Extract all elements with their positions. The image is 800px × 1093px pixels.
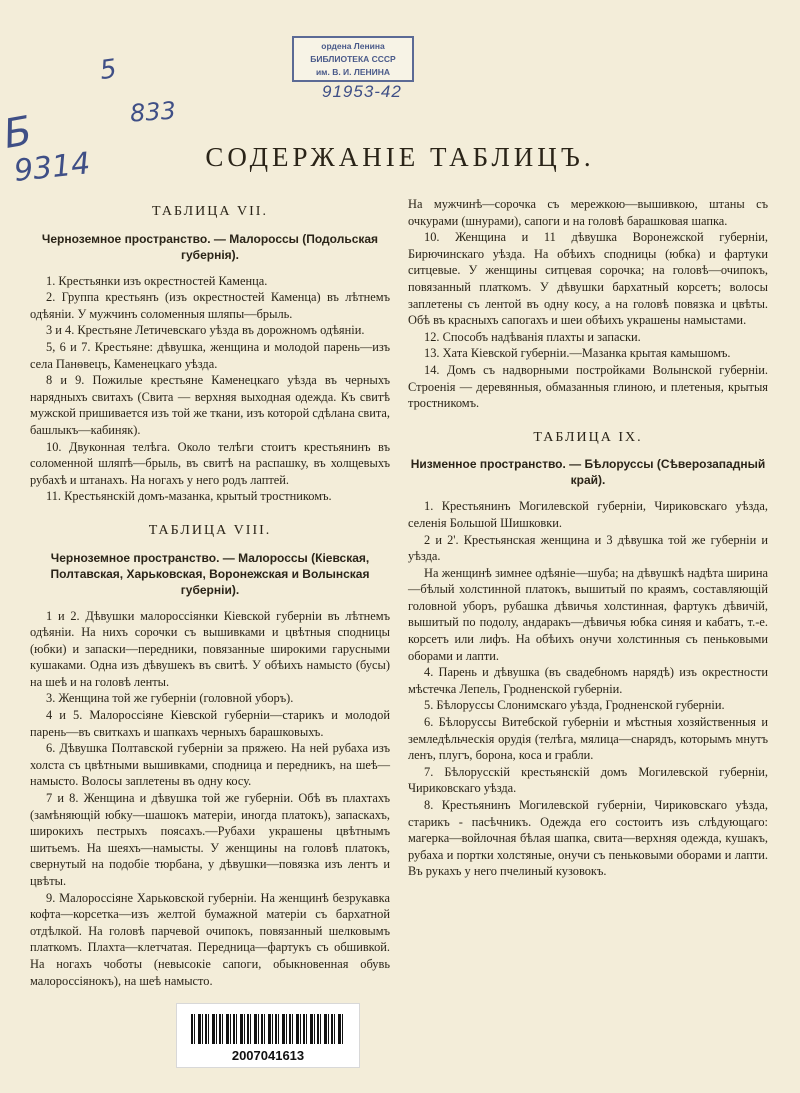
region-heading: Низменное пространство. — Бѣлоруссы (Сѣверозападный край). xyxy=(410,457,766,488)
region-heading: Черноземное пространство. — Малороссы (Подольская губернія). xyxy=(41,231,379,262)
list-item: 4 и 5. Малороссіяне Кіевской губерніи—старикъ и молодой парень—въ свиткахъ и шапкахъ черныхъ барашковыхъ. xyxy=(30,708,390,739)
list-item: 7. Бѣлорусскій крестьянскій домъ Могилевской губерніи, Чириковскаго уѣзда. xyxy=(408,764,768,796)
list-item: На женщинѣ зимнее одѣяніе—шуба; на дѣвушкѣ надѣта ширина—бѣлый холстинной платокъ, вышитый по краямъ, составляющій головной уборъ, рубашка дѣвичья холстинная, фартукъ дѣвичій, вышитый по подолу, андаракъ—дѣвичья юбка синяя и кабатъ, т.-е. корсетъ или лифъ. На обѣихъ онучи холстинныя съ пеньковыми оборами и лапти. xyxy=(408,565,768,663)
list-item: 2 и 2'. Крестьянская женщина и 3 дѣвушка той же губерніи и уѣзда. xyxy=(408,532,768,564)
list-item: 3 и 4. Крестьяне Летичевскаго уѣзда въ дорожномъ одѣяніи. xyxy=(46,323,365,338)
handwritten-mark: 9314 xyxy=(12,146,92,189)
table-heading: ТАБЛИЦА VII. xyxy=(152,204,268,219)
table-heading: ТАБЛИЦА VIII. xyxy=(148,522,272,538)
stamp-line: БИБЛИОТЕКА СССР xyxy=(310,54,396,64)
stamp-line: им. В. И. ЛЕНИНА xyxy=(315,67,391,77)
list-item: 1. Крестьянки изъ окрестностей Каменца. xyxy=(46,273,268,288)
list-item: 4. Парень и дѣвушка (въ свадебномъ нарядѣ) изъ окрестности мѣстечка Лепель, Гродненской губерніи. xyxy=(408,665,768,696)
handwritten-mark: Б xyxy=(0,107,36,159)
inventory-number: 91953-42 xyxy=(322,82,402,101)
list-item: 13. Хата Кіевской губерніи.—Мазанка крытая камышомъ. xyxy=(424,346,731,361)
handwritten-mark: 833 xyxy=(129,96,177,128)
list-item: 8 и 9. Пожилые крестьяне Каменецкаго уѣзда въ черныхъ нарядныхъ свитахъ (Свита — верхняя выходная одежда. Къ свитѣ мужской пришивается изъ той же ткани, изъ которой сдѣлана свита, башлыкъ—кабиняк). xyxy=(30,373,390,437)
list-item: 14. Домъ съ надворными постройками Волынской губерніи. Строенія — деревянныя, обмазанныя глиною, и плетеныя, крытыя тростникомъ. xyxy=(408,362,768,411)
list-item: На мужчинѣ—сорочка съ мережкою—вышивкою, штаны съ очкурами (шнурами), сапоги и на головѣ барашковая шапка. xyxy=(408,197,768,228)
library-stamp xyxy=(292,36,414,82)
list-item: 7 и 8. Женщина и дѣвушка той же губерніи. Обѣ въ плахтахъ (замѣняющій юбку—шашокъ матеріи, иногда платокъ), запаскахъ, широкихъ пестрыхъ поясахъ.—Рубахи украшены цвѣтнымъ шитьемъ. На шеяхъ—намысты. У женщины на головѣ платокъ, свернутый на подобіе тюрбана, у дѣвушки—повязка изъ лентъ и цвѣты. xyxy=(30,791,390,888)
handwritten-mark: 5 xyxy=(97,53,119,87)
list-item: 6. Бѣлоруссы Витебской губерніи и мѣстныя хозяйственныя и земледѣльческія орудія (телѣга, мялица—снарядъ, которымъ мнутъ ленъ, плугъ, борона, коса и грабли. xyxy=(408,715,768,763)
region-heading: Черноземное пространство. — Малороссы (Кіевская, Полтавская, Харьковская, Воронежская и Волынская губерніи). xyxy=(50,550,370,597)
list-item: 1. Крестьянинъ Могилевской губерніи, Чириковскаго уѣзда, селенія Большой Шишковки. xyxy=(408,499,768,530)
list-item: 10. Двуконная телѣга. Около телѣги стоитъ крестьянинъ въ соломенной шляпѣ—брыль, въ свитѣ на распашку, въ холщевыхъ рубахѣ и штанахъ. На ногахъ у него родъ лаптей. xyxy=(30,439,390,487)
list-item: 3. Женщина той же губерніи (головной уборъ). xyxy=(46,691,294,706)
table-heading: ТАБЛИЦА IX. xyxy=(533,429,643,445)
list-item: 11. Крестьянскій домъ-мазанка, крытый тростникомъ. xyxy=(46,489,332,504)
list-item: 10. Женщина и 11 дѣвушка Воронежской губерніи, Бирючинскаго уѣзда. На обѣихъ сподницы (юбка) и фартуки ситцевые. У женщины ситцевая сорочка; на головѣ—очипокъ, повязанный платкомъ. У дѣвушки бархатный корсетъ; волосы заплетены съ лентой въ одну косу, а на головѣ повязка и цвѣты. Обѣ въ красныхъ сапогахъ и шеи обѣихъ украшены намыстами. xyxy=(408,230,768,328)
stamp-line: ордена Ленина xyxy=(321,41,385,51)
list-item: 1 и 2. Дѣвушки малороссіянки Кіевской губерніи въ лѣтнемъ одѣяніи. На нихъ сорочки съ вышивками и цвѣтныя сподницы (юбки) и запаски—передники, повязанные широкими гарусными кушаками. Одна изъ дѣвушекъ въ свитѣ. У обѣихъ намысто (бусы) на шеѣ и на головѣ ленты. xyxy=(30,608,390,689)
page-title: СОДЕРЖАНІЕ ТАБЛИЦЪ. xyxy=(205,142,595,172)
list-item: 12. Способъ надѣванія плахты и запаски. xyxy=(424,329,641,344)
list-item: 6. Дѣвушка Полтавской губерніи за пряжею. На ней рубаха изъ холста съ цвѣтными вышивками, сподница и передникъ, на шеѣ—намысто. Волосы заплетены въ одну косу. xyxy=(30,741,390,789)
list-item: 9. Малороссіяне Харьковской губерніи. На женщинѣ безрукавка кофта—корсетка—изъ желтой бумажной матеріи съ бархатной отдѣлкой. На головѣ парчевой очипокъ, повязанный шелковымъ платкомъ. Плахта—клетчатая. Передница—фартукъ съ обшивкой. На ногахъ чоботы (невысокіе сапоги, обыкновенная обувь малороссіянокъ), на шеѣ намысто. xyxy=(30,890,390,988)
left-column xyxy=(30,196,390,989)
list-item: 2. Группа крестьянъ (изъ окрестностей Каменца) въ лѣтнемъ одѣяніи. У мужчинъ соломенныя шляпы—брыль. xyxy=(30,290,390,321)
right-column xyxy=(408,196,768,880)
barcode-number: 2007041613 xyxy=(231,1048,305,1063)
list-item: 5, 6 и 7. Крестьяне: дѣвушка, женщина и молодой парень—изъ села Панѳвецъ, Каменецкаго уѣзда. xyxy=(30,339,390,371)
list-item: 8. Крестьянинъ Могилевской губерніи, Чириковскаго уѣзда, старикъ - пасѣчникъ. Одежда его состоитъ изъ слѣдующаго: магерка—войлочная бѣлая шапка, свита—верхняя одежда, кушакъ, рубаха и портки холстяные, онучи съ пеньковыми оборами и лапти. Въ рукахъ у него пчелиный кузовокъ. xyxy=(408,798,768,879)
barcode-label xyxy=(176,1003,360,1068)
list-item: 5. Бѣлоруссы Слонимскаго уѣзда, Гродненской губерніи. xyxy=(424,698,725,713)
barcode-icon xyxy=(191,1014,345,1044)
